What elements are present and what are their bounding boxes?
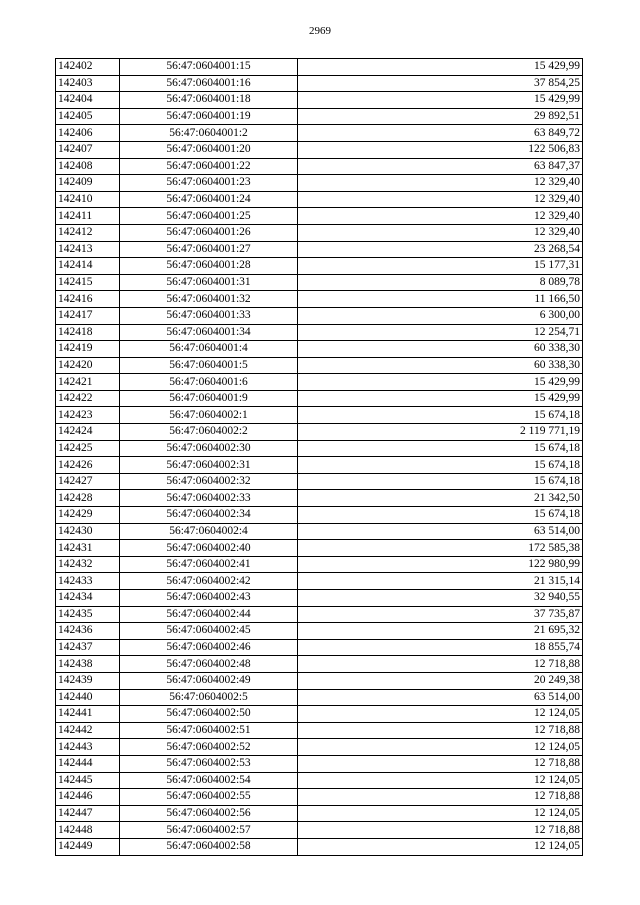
cadastral-number-cell: 56:47:0604002:45 <box>120 623 298 640</box>
value-cell: 12 718,88 <box>298 755 583 772</box>
value-cell: 37 854,25 <box>298 75 583 92</box>
row-number-cell: 142444 <box>56 755 120 772</box>
table-row <box>56 191 583 208</box>
table-row <box>56 706 583 723</box>
value-cell: 15 429,99 <box>298 374 583 391</box>
cadastral-number-cell: 56:47:0604002:50 <box>120 706 298 723</box>
value-cell: 32 940,55 <box>298 590 583 607</box>
row-number-cell: 142402 <box>56 59 120 76</box>
cadastral-number-cell: 56:47:0604001:33 <box>120 307 298 324</box>
row-number-cell: 142426 <box>56 457 120 474</box>
table-row <box>56 755 583 772</box>
cadastral-number-cell: 56:47:0604001:23 <box>120 175 298 192</box>
table-row <box>56 689 583 706</box>
cadastral-number-cell: 56:47:0604001:4 <box>120 341 298 358</box>
table-row <box>56 307 583 324</box>
table-row <box>56 540 583 557</box>
table-row <box>56 424 583 441</box>
cadastral-number-cell: 56:47:0604001:27 <box>120 241 298 258</box>
table-row <box>56 241 583 258</box>
cadastral-number-cell: 56:47:0604002:51 <box>120 722 298 739</box>
cadastral-number-cell: 56:47:0604002:46 <box>120 639 298 656</box>
value-cell: 21 315,14 <box>298 573 583 590</box>
row-number-cell: 142431 <box>56 540 120 557</box>
row-number-cell: 142435 <box>56 606 120 623</box>
row-number-cell: 142410 <box>56 191 120 208</box>
table-row <box>56 739 583 756</box>
value-cell: 18 855,74 <box>298 639 583 656</box>
row-number-cell: 142434 <box>56 590 120 607</box>
cadastral-number-cell: 56:47:0604002:30 <box>120 440 298 457</box>
table-row <box>56 274 583 291</box>
value-cell: 63 847,37 <box>298 158 583 175</box>
row-number-cell: 142448 <box>56 822 120 839</box>
cadastral-number-cell: 56:47:0604001:31 <box>120 274 298 291</box>
row-number-cell: 142424 <box>56 424 120 441</box>
value-cell: 63 514,00 <box>298 523 583 540</box>
table-row <box>56 672 583 689</box>
value-cell: 15 674,18 <box>298 457 583 474</box>
value-cell: 60 338,30 <box>298 341 583 358</box>
row-number-cell: 142407 <box>56 141 120 158</box>
value-cell: 122 980,99 <box>298 556 583 573</box>
table-row <box>56 573 583 590</box>
value-cell: 63 514,00 <box>298 689 583 706</box>
row-number-cell: 142441 <box>56 706 120 723</box>
row-number-cell: 142418 <box>56 324 120 341</box>
table-row <box>56 407 583 424</box>
table-row <box>56 822 583 839</box>
table-row <box>56 590 583 607</box>
table-row <box>56 490 583 507</box>
row-number-cell: 142433 <box>56 573 120 590</box>
table-row <box>56 75 583 92</box>
row-number-cell: 142404 <box>56 92 120 109</box>
value-cell: 15 674,18 <box>298 440 583 457</box>
cadastral-number-cell: 56:47:0604002:31 <box>120 457 298 474</box>
row-number-cell: 142416 <box>56 291 120 308</box>
value-cell: 12 718,88 <box>298 722 583 739</box>
cadastral-number-cell: 56:47:0604001:19 <box>120 108 298 125</box>
table-row <box>56 208 583 225</box>
value-cell: 12 254,71 <box>298 324 583 341</box>
value-cell: 2 119 771,19 <box>298 424 583 441</box>
table-row <box>56 722 583 739</box>
cadastral-number-cell: 56:47:0604001:34 <box>120 324 298 341</box>
table-row <box>56 656 583 673</box>
cadastral-number-cell: 56:47:0604002:55 <box>120 789 298 806</box>
cadastral-number-cell: 56:47:0604001:32 <box>120 291 298 308</box>
table-row <box>56 175 583 192</box>
row-number-cell: 142406 <box>56 125 120 142</box>
cadastral-number-cell: 56:47:0604002:44 <box>120 606 298 623</box>
value-cell: 12 718,88 <box>298 789 583 806</box>
table-row <box>56 374 583 391</box>
value-cell: 12 329,40 <box>298 191 583 208</box>
table-row <box>56 125 583 142</box>
table-row <box>56 606 583 623</box>
table-row <box>56 141 583 158</box>
cadastral-number-cell: 56:47:0604002:58 <box>120 838 298 855</box>
table-row <box>56 258 583 275</box>
cadastral-number-cell: 56:47:0604001:15 <box>120 59 298 76</box>
value-cell: 21 342,50 <box>298 490 583 507</box>
row-number-cell: 142414 <box>56 258 120 275</box>
row-number-cell: 142427 <box>56 473 120 490</box>
table-row <box>56 639 583 656</box>
row-number-cell: 142415 <box>56 274 120 291</box>
value-cell: 15 177,31 <box>298 258 583 275</box>
cadastral-number-cell: 56:47:0604001:25 <box>120 208 298 225</box>
cadastral-number-cell: 56:47:0604002:56 <box>120 805 298 822</box>
value-cell: 12 124,05 <box>298 706 583 723</box>
row-number-cell: 142442 <box>56 722 120 739</box>
row-number-cell: 142417 <box>56 307 120 324</box>
value-cell: 12 329,40 <box>298 224 583 241</box>
row-number-cell: 142419 <box>56 341 120 358</box>
row-number-cell: 142438 <box>56 656 120 673</box>
row-number-cell: 142443 <box>56 739 120 756</box>
cadastral-number-cell: 56:47:0604001:22 <box>120 158 298 175</box>
table-row <box>56 457 583 474</box>
cadastral-number-cell: 56:47:0604001:20 <box>120 141 298 158</box>
value-cell: 12 124,05 <box>298 739 583 756</box>
cadastral-number-cell: 56:47:0604002:53 <box>120 755 298 772</box>
table-row <box>56 92 583 109</box>
cadastral-number-cell: 56:47:0604002:40 <box>120 540 298 557</box>
row-number-cell: 142423 <box>56 407 120 424</box>
row-number-cell: 142413 <box>56 241 120 258</box>
table-row <box>56 507 583 524</box>
cadastral-number-cell: 56:47:0604001:26 <box>120 224 298 241</box>
cadastral-number-cell: 56:47:0604001:9 <box>120 390 298 407</box>
value-cell: 63 849,72 <box>298 125 583 142</box>
cadastral-number-cell: 56:47:0604002:52 <box>120 739 298 756</box>
value-cell: 6 300,00 <box>298 307 583 324</box>
cadastral-number-cell: 56:47:0604002:49 <box>120 672 298 689</box>
row-number-cell: 142429 <box>56 507 120 524</box>
cadastral-number-cell: 56:47:0604001:16 <box>120 75 298 92</box>
value-cell: 172 585,38 <box>298 540 583 557</box>
cadastral-number-cell: 56:47:0604002:42 <box>120 573 298 590</box>
cadastral-number-cell: 56:47:0604001:6 <box>120 374 298 391</box>
value-cell: 29 892,51 <box>298 108 583 125</box>
value-cell: 12 718,88 <box>298 656 583 673</box>
cadastral-number-cell: 56:47:0604002:32 <box>120 473 298 490</box>
cadastral-number-cell: 56:47:0604002:43 <box>120 590 298 607</box>
row-number-cell: 142430 <box>56 523 120 540</box>
row-number-cell: 142420 <box>56 357 120 374</box>
row-number-cell: 142432 <box>56 556 120 573</box>
cadastral-number-cell: 56:47:0604001:2 <box>120 125 298 142</box>
cadastral-number-cell: 56:47:0604002:48 <box>120 656 298 673</box>
table-row <box>56 523 583 540</box>
table-row <box>56 341 583 358</box>
row-number-cell: 142408 <box>56 158 120 175</box>
registry-table-body <box>56 59 583 856</box>
value-cell: 12 124,05 <box>298 805 583 822</box>
row-number-cell: 142445 <box>56 772 120 789</box>
row-number-cell: 142411 <box>56 208 120 225</box>
row-number-cell: 142440 <box>56 689 120 706</box>
cadastral-number-cell: 56:47:0604002:1 <box>120 407 298 424</box>
row-number-cell: 142446 <box>56 789 120 806</box>
table-row <box>56 440 583 457</box>
value-cell: 60 338,30 <box>298 357 583 374</box>
cadastral-number-cell: 56:47:0604002:2 <box>120 424 298 441</box>
value-cell: 23 268,54 <box>298 241 583 258</box>
row-number-cell: 142449 <box>56 838 120 855</box>
cadastral-number-cell: 56:47:0604002:33 <box>120 490 298 507</box>
value-cell: 8 089,78 <box>298 274 583 291</box>
value-cell: 11 166,50 <box>298 291 583 308</box>
row-number-cell: 142437 <box>56 639 120 656</box>
row-number-cell: 142405 <box>56 108 120 125</box>
table-row <box>56 291 583 308</box>
cadastral-number-cell: 56:47:0604002:4 <box>120 523 298 540</box>
value-cell: 15 674,18 <box>298 507 583 524</box>
table-row <box>56 838 583 855</box>
row-number-cell: 142409 <box>56 175 120 192</box>
cadastral-number-cell: 56:47:0604001:28 <box>120 258 298 275</box>
value-cell: 12 718,88 <box>298 822 583 839</box>
value-cell: 21 695,32 <box>298 623 583 640</box>
cadastral-number-cell: 56:47:0604002:34 <box>120 507 298 524</box>
table-row <box>56 357 583 374</box>
value-cell: 15 674,18 <box>298 407 583 424</box>
row-number-cell: 142403 <box>56 75 120 92</box>
table-row <box>56 805 583 822</box>
row-number-cell: 142412 <box>56 224 120 241</box>
row-number-cell: 142422 <box>56 390 120 407</box>
value-cell: 15 429,99 <box>298 390 583 407</box>
table-row <box>56 789 583 806</box>
row-number-cell: 142425 <box>56 440 120 457</box>
value-cell: 20 249,38 <box>298 672 583 689</box>
table-row <box>56 390 583 407</box>
value-cell: 122 506,83 <box>298 141 583 158</box>
value-cell: 15 429,99 <box>298 59 583 76</box>
table-row <box>56 59 583 76</box>
value-cell: 12 329,40 <box>298 175 583 192</box>
table-row <box>56 108 583 125</box>
row-number-cell: 142447 <box>56 805 120 822</box>
registry-table <box>55 58 583 856</box>
value-cell: 15 674,18 <box>298 473 583 490</box>
table-row <box>56 473 583 490</box>
table-row <box>56 772 583 789</box>
cadastral-number-cell: 56:47:0604002:54 <box>120 772 298 789</box>
value-cell: 12 124,05 <box>298 772 583 789</box>
row-number-cell: 142428 <box>56 490 120 507</box>
cadastral-number-cell: 56:47:0604002:41 <box>120 556 298 573</box>
table-row <box>56 158 583 175</box>
value-cell: 37 735,87 <box>298 606 583 623</box>
row-number-cell: 142439 <box>56 672 120 689</box>
table-row <box>56 324 583 341</box>
cadastral-number-cell: 56:47:0604002:57 <box>120 822 298 839</box>
table-row <box>56 556 583 573</box>
row-number-cell: 142421 <box>56 374 120 391</box>
table-row <box>56 623 583 640</box>
page-number: 2969 <box>309 25 331 37</box>
cadastral-number-cell: 56:47:0604001:5 <box>120 357 298 374</box>
cadastral-number-cell: 56:47:0604002:5 <box>120 689 298 706</box>
table-row <box>56 224 583 241</box>
cadastral-number-cell: 56:47:0604001:24 <box>120 191 298 208</box>
cadastral-number-cell: 56:47:0604001:18 <box>120 92 298 109</box>
row-number-cell: 142436 <box>56 623 120 640</box>
value-cell: 15 429,99 <box>298 92 583 109</box>
value-cell: 12 124,05 <box>298 838 583 855</box>
value-cell: 12 329,40 <box>298 208 583 225</box>
